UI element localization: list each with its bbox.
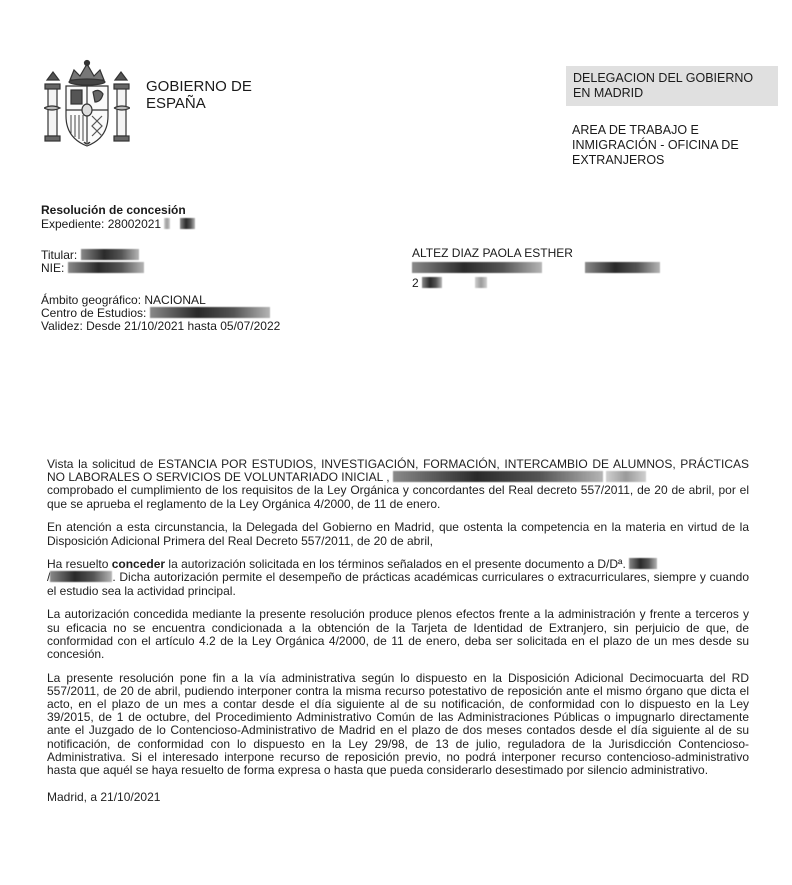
redaction (81, 249, 139, 260)
recipient-address-line-1 (412, 262, 660, 275)
redaction (50, 571, 112, 582)
paragraph-3 (47, 558, 749, 598)
nie-line (41, 262, 144, 275)
titular-label: Titular: (41, 248, 78, 262)
paragraph-2: En atención a esta circunstancia, la Delegada del Gobierno en Madrid, que ostenta la competencia en la materia en virtud de la Disposición Adicional Primera del Real Decreto 557/2011, de 20 de abril, (47, 520, 749, 548)
area-line-2: INMIGRACIÓN - OFICINA DE (572, 138, 739, 152)
area-line-3: EXTRANJEROS (572, 153, 665, 167)
expediente-line (41, 218, 195, 231)
redaction (393, 471, 603, 482)
redaction (629, 558, 657, 569)
redaction (475, 277, 487, 288)
validez-line: Validez: Desde 21/10/2021 hasta 05/07/2022 (41, 319, 281, 333)
redaction (412, 262, 542, 273)
coat-of-arms-logo (44, 58, 130, 150)
redaction (164, 218, 170, 229)
redaction (422, 277, 442, 288)
p3-text-bold: conceder (111, 557, 166, 572)
p3-text-c: la autorización solicitada en los términos señalados en el presente documento a D/Dª. (168, 557, 626, 572)
p3-text-e: . Dicha autorización permite el desempeño de prácticas académicas curriculares o extracurriculares, siempre y cuando el estudio sea la actividad principal. (47, 570, 749, 598)
recipient-name: ALTEZ DIAZ PAOLA ESTHER (412, 246, 573, 260)
ambito-line: Ámbito geográfico: NACIONAL (41, 293, 206, 307)
delegation-line-2: EN MADRID (573, 86, 644, 100)
p3-text-a: Ha resuelto (47, 557, 109, 572)
paragraph-4: La autorización concedida mediante la presente resolución produce plenos efectos frente a la administración y frente a terceros y su eficacia no se encuentra condicionada a la obtención de la Tarjeta de Identidad de Extranjero, sin perjuicio de que, de conformidad con el artículo 4.2 de la Ley Orgánica 4/2000, de 11 de enero, deba ser solicitada en el plazo de un mes desde su concesión. (47, 607, 749, 661)
expediente-label: Expediente: 28002021 (41, 217, 162, 231)
recipient-address-line-2 (412, 277, 487, 290)
paragraph-5: La presente resolución pone fin a la vía administrativa según lo dispuesto en la Disposición Adicional Decimocuarta del RD 557/2011, de 20 de abril, pudiendo interponer contra la misma recurso potestativo de reposición ante el mismo órgano que dicta el acto, en el plazo de un mes a contar desde el día siguiente al de su notificación, de conformidad con lo dispuesto en la Ley 39/2015, de 1 de octubre, del Procedimiento Administrativo Común de las Administraciones Públicas o impugnarlo directamente ante el Juzgado de lo Contencioso-Administrativo de Madrid en el plazo de dos meses contados desde el día siguiente al de su notificación, de conformidad con lo dispuesto en la Ley 29/98, de 13 de julio, reguladora de la Jurisdicción Contencioso-Administrativa. Si el interesado interpone recurso de reposición previo, no podrá interponer recurso contencioso-administrativo hasta que aquél se haya resuelto de forma expresa o hasta que pueda considerarlo desestimado por silencio administrativo. (47, 670, 749, 778)
government-title (146, 78, 306, 112)
area-line-1: AREA DE TRABAJO E (572, 123, 699, 137)
delegation-line-1: DELEGACION DEL GOBIERNO (573, 71, 754, 85)
p1-text-a: Vista la solicitud de ESTANCIA POR ESTUDIOS, INVESTIGACIÓN, FORMACIÓN, INTERCAMBIO DE ALUMNOS, PRÁCTICAS NO LABORALES O SERVICIOS DE VOLUNTARIADO INICIAL , (47, 457, 749, 485)
gov-line-1: GOBIERNO DE (146, 78, 252, 95)
gov-line-2: ESPAÑA (146, 95, 206, 112)
redaction (606, 471, 646, 482)
p3-text-d: / (47, 570, 51, 585)
resolution-body (47, 458, 749, 815)
paragraph-1 (47, 458, 749, 511)
signature-line: Madrid, a 21/10/2021 (47, 790, 161, 805)
redaction (68, 262, 144, 273)
p1-text-b: comprobado el cumplimiento de los requisitos de la Ley Orgánica y concordantes del Real decreto 557/2011, de 20 de abril, por el que se aprueba el reglamento de la Ley Orgánica 4/2000, de 11 de enero. (47, 483, 749, 511)
redaction (180, 218, 195, 229)
delegation-box (566, 66, 778, 106)
address-prefix: 2 (412, 276, 419, 290)
redaction (150, 307, 270, 318)
resolution-title: Resolución de concesión (41, 203, 186, 217)
nie-label: NIE: (41, 261, 65, 275)
area-block (572, 123, 772, 168)
centro-label: Centro de Estudios: (41, 306, 147, 320)
redaction (585, 262, 660, 273)
